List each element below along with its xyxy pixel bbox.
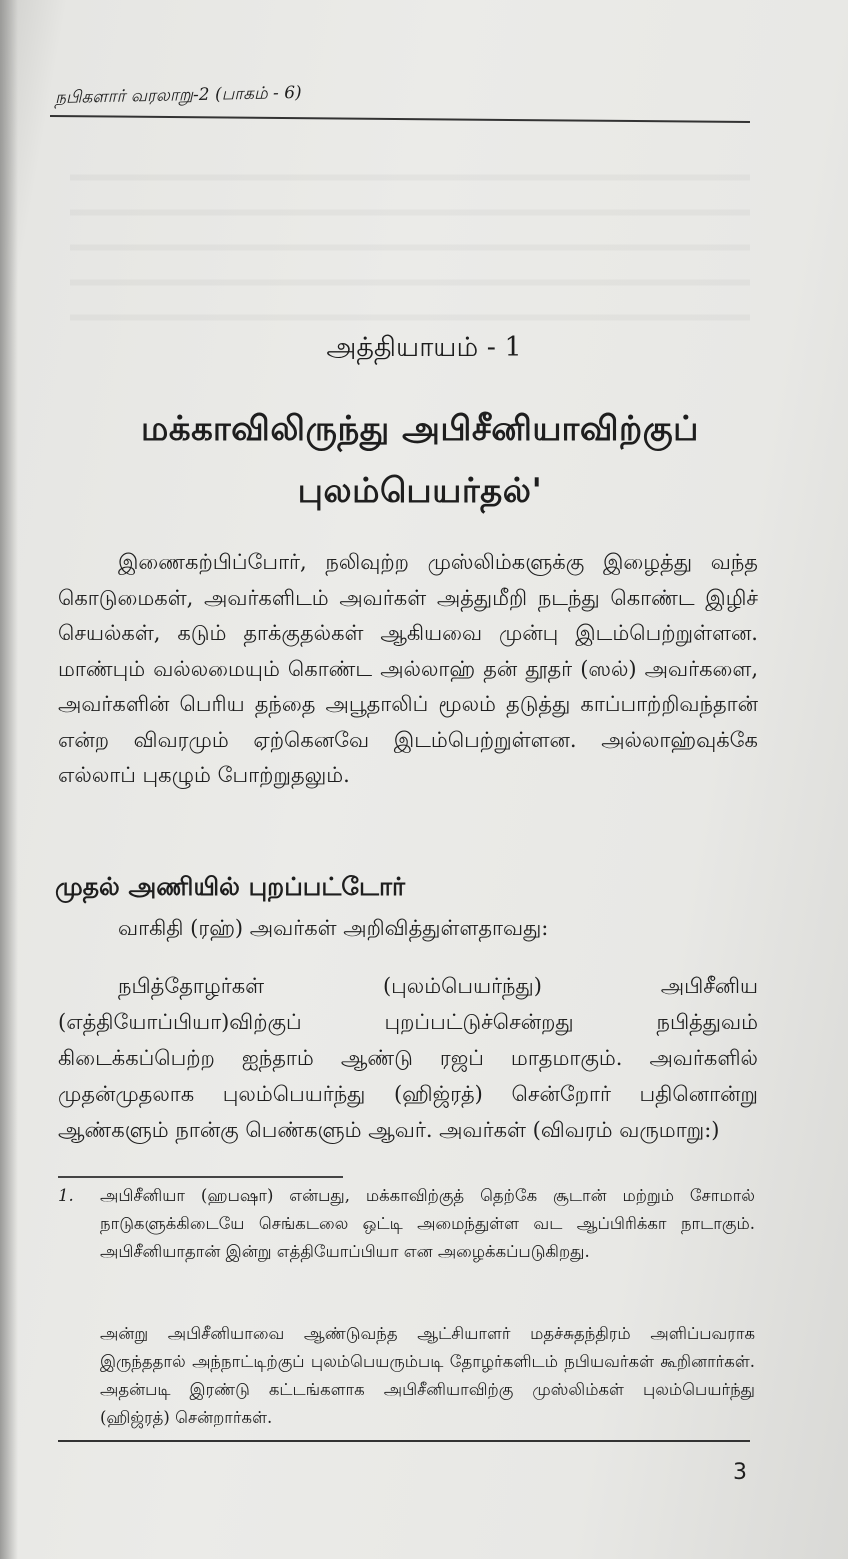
chapter-title-line1: மக்காவிலிருந்து அபிசீனியாவிற்குப் (141, 409, 699, 449)
body-paragraph-2: நபித்தோழர்கள் (புலம்பெயர்ந்து) அபிசீனிய (எத்தியோப்பியா)விற்குப் புறப்பட்டுச்சென்றது நபித்துவம் கிடைக்கப்பெற்ற ஐந்தாம் ஆண்டு ரஜப் மாதமாகும். அவர்களில் முதன்முதலாக புலம்பெயர்ந்து (ஹிஜ்ரத்) சென்றோர் பதினொன்று ஆண்களும் நான்கு பெண்களும் ஆவர். அவர்கள் (விவரம் வருமாறு:) (58, 974, 758, 1142)
body-paragraph-1: இணைகற்பிப்போர், நலிவுற்ற முஸ்லிம்களுக்கு இழைத்து வந்த கொடுமைகள், அவர்களிடம் அவர்கள் அத்துமீறி நடந்து கொண்ட இழிச் செயல்கள், கடும் தாக்குதல்கள் ஆகியவை முன்பு இடம்பெற்றுள்ளன. மாண்பும் வல்லமையும் கொண்ட அல்லாஹ் தன் தூதர் (ஸல்) அவர்களை, அவர்களின் பெரிய தந்தை அபூதாலிப் மூலம் தடுத்து காப்பாற்றிவந்தான் என்ற விவரமும் ஏற்கெனவே இடம்பெற்றுள்ளன. அல்லாஹ்வுக்கே எல்லாப் புகழும் போற்றுதலும். (58, 550, 758, 787)
running-header: நபிகளார் வரலாறு-2 (பாகம் - 6) (54, 82, 302, 108)
section-heading: முதல் அணியில் புறப்பட்டோர் (55, 872, 406, 901)
footnote-marker: 1. (58, 1186, 74, 1205)
footnote-2: அன்று அபிசீனியாவை ஆண்டுவந்த ஆட்சியாளர் மதச்சுதந்திரம் அளிப்பவராக இருந்ததால் அந்நாட்டிற்குப் புலம்பெயரும்படி தோழர்களிடம் நபியவர்கள் கூறினார்கள். அதன்படி இரண்டு கட்டங்களாக அபிசீனியாவிற்கு முஸ்லிம்கள் புலம்பெயர்ந்து (ஹிஜ்ரத்) சென்றார்கள். (100, 1324, 755, 1427)
footnote-1: அபிசீனியா (ஹபஷா) என்பது, மக்காவிற்குத் தெற்கே சூடான் மற்றும் சோமால் நாடுகளுக்கிடையே செங்கடலை ஒட்டி அமைந்துள்ள வட ஆப்பிரிக்கா நாடாகும். அபிசீனியாதான் இன்று எத்தியோப்பியா என அழைக்கப்படுகிறது. (100, 1186, 755, 1261)
bleed-through-text (70, 150, 750, 330)
chapter-title-line2: புலம்பெயர்தல்' (297, 471, 543, 511)
page-number: 3 (733, 1460, 747, 1485)
footnote-rule (58, 1176, 343, 1178)
bottom-rule (58, 1440, 750, 1442)
header-rule (50, 115, 750, 123)
chapter-title (40, 398, 800, 522)
section-intro: வாகிதி (ரஹ்) அவர்கள் அறிவித்துள்ளதாவது: (118, 916, 549, 940)
chapter-label: அத்தியாயம் - 1 (326, 332, 522, 363)
